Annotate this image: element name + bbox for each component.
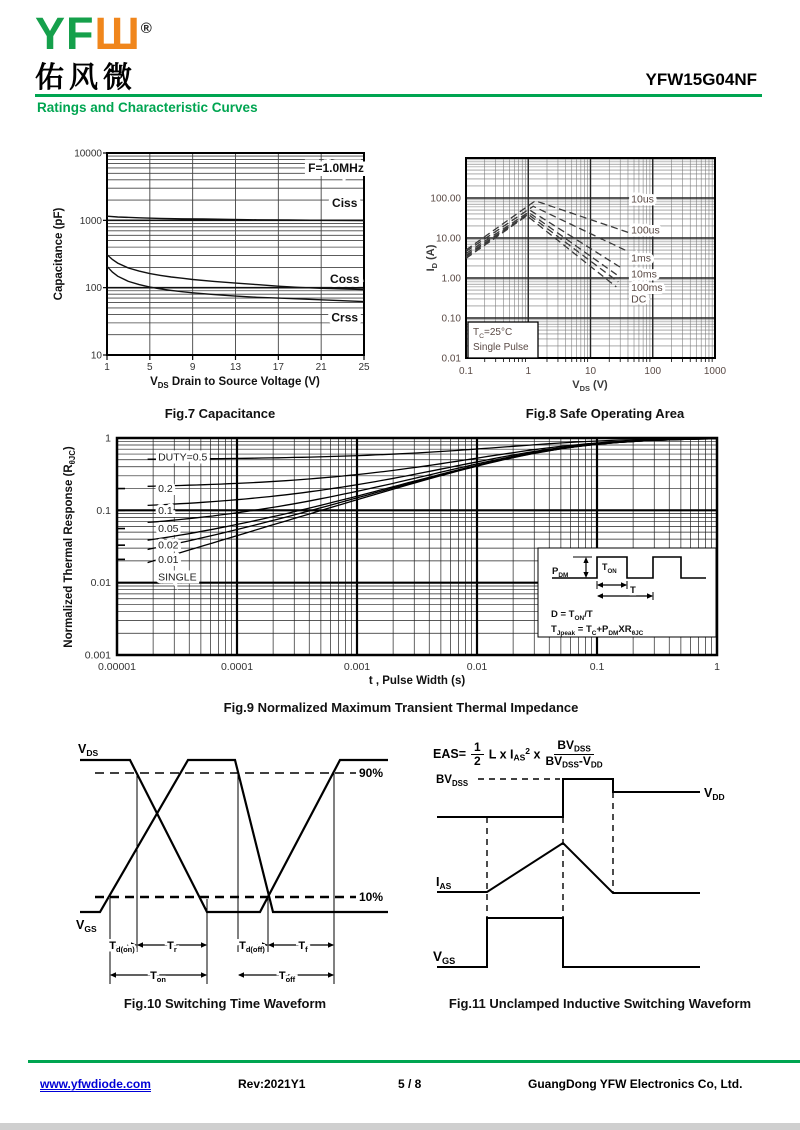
svg-text:100: 100	[85, 283, 102, 295]
logo	[35, 6, 153, 96]
svg-text:10.00: 10.00	[435, 233, 461, 245]
footer-website-link[interactable]: www.yfwdiode.com	[40, 1077, 151, 1091]
svg-text:10ms: 10ms	[631, 268, 657, 281]
fig8-soa-chart	[420, 145, 792, 397]
svg-text:ID (A): $I_D$ (A)	[425, 244, 439, 272]
td-on-label: $T_{d(on)}$	[109, 940, 135, 954]
svg-text:10: 10	[90, 350, 102, 362]
svg-text:0.001: 0.001	[84, 649, 111, 662]
svg-text:5: 5	[147, 362, 153, 373]
fig8-caption: Fig.8 Safe Operating Area	[525, 406, 685, 421]
svg-text:DC: DC	[631, 293, 647, 306]
fig7-caption: Fig.7 Capacitance	[164, 406, 276, 421]
svg-text:1: 1	[714, 661, 720, 673]
svg-text:21: 21	[315, 362, 327, 373]
svg-text:0.01: 0.01	[158, 553, 179, 566]
page-bottom-edge	[0, 1123, 800, 1130]
svg-text:10: 10	[584, 366, 597, 377]
svg-text:9: 9	[189, 362, 196, 373]
tf-label: $T_f$	[298, 940, 308, 954]
eas-bv-fraction: $\frac{\text{BVDSS}}{\text{BVDSS-VDD}}$	[545, 738, 603, 770]
svg-text:0.1: 0.1	[589, 661, 605, 673]
svg-text:0.1: 0.1	[158, 504, 173, 517]
vgs-waveform	[80, 760, 388, 912]
footer-revision: Rev:2021Y1	[238, 1077, 306, 1091]
fig7-grid	[107, 153, 364, 355]
svg-text:100us: 100us	[631, 224, 660, 237]
svg-text:0.01: 0.01	[441, 353, 461, 365]
part-number: YFW15G04NF	[645, 70, 757, 89]
svg-text:25: 25	[358, 362, 370, 373]
svg-text:Ciss: Ciss	[332, 196, 358, 211]
svg-text:0.2: 0.2	[158, 483, 173, 496]
svg-text:TJpeak = TC+PDMXRθJC: $T_{Jpeak} = T_C+P_{DM}XR_{\theta JC}$	[551, 624, 644, 637]
pct90-label: 90%	[359, 766, 384, 780]
svg-text:0.1: 0.1	[459, 366, 473, 377]
svg-text:Capacitance (pF): Capacitance (pF)	[53, 207, 65, 301]
svg-text:1ms: 1ms	[631, 252, 652, 265]
svg-text:Coss: Coss	[330, 271, 360, 286]
svg-text:13: 13	[229, 362, 242, 373]
eas-half-fraction: $\frac{1}{2}$	[471, 741, 484, 767]
footer-divider	[28, 1060, 800, 1063]
svg-text:0.10: 0.10	[441, 313, 461, 325]
svg-text:1.00: 1.00	[441, 273, 461, 285]
svg-text:0.01: 0.01	[90, 577, 111, 590]
logo-chinese-name: 佑风微	[35, 62, 138, 94]
svg-text:SINGLE: SINGLE	[158, 571, 197, 584]
svg-text:1000: 1000	[703, 366, 727, 377]
header-divider	[35, 94, 762, 97]
footer-page-number: 5 / 8	[398, 1077, 422, 1091]
logo-w-glyph: Ш	[94, 8, 141, 59]
svg-text:100.00: 100.00	[430, 193, 461, 205]
toff-label: $T_{off}$	[278, 970, 296, 984]
svg-text:0.02: 0.02	[158, 539, 179, 552]
svg-text:0.05: 0.05	[158, 523, 179, 536]
ias-current-waveform	[437, 843, 700, 893]
eas-lhs: EAS=	[433, 747, 467, 762]
svg-text:10000: 10000	[74, 148, 102, 160]
svg-text:Crss: Crss	[331, 310, 359, 325]
svg-text:1: 1	[105, 432, 111, 445]
logo-yf-text: YF	[35, 8, 95, 59]
fig9-curves	[148, 438, 717, 562]
svg-text:D = TON/T: $D = T_{ON}/T$	[551, 609, 593, 622]
fig9-inset	[538, 548, 716, 637]
svg-text:Normalized Thermal Response (R: Normalized Thermal Response $(R_{\theta JC})$	[63, 446, 77, 648]
svg-text:PDM: $P_{DM}$	[552, 566, 569, 579]
td-off-label: $T_{d(off)}$	[239, 940, 265, 954]
ias-label: $I_{AS}$	[436, 875, 452, 891]
svg-text:0.0001: 0.0001	[220, 661, 254, 673]
fig10-switching-waveform	[50, 735, 400, 990]
footer-company: GuangDong YFW Electronics Co, Ltd.	[528, 1077, 743, 1091]
svg-text:1000: 1000	[79, 215, 102, 227]
svg-text:TC=25°C: $T_C=25^\circ C$	[473, 327, 513, 340]
svg-text:0.001: 0.001	[343, 661, 371, 673]
drain-voltage-waveform	[437, 779, 700, 817]
svg-text:DUTY=0.5: DUTY=0.5	[158, 451, 208, 464]
svg-text:t , Pulse Width (s): t , Pulse Width (s)	[368, 675, 466, 687]
logo-wordmark	[35, 6, 153, 57]
fig11-caption: Fig.11 Unclamped Inductive Switching Waveform	[448, 996, 752, 1011]
svg-text:F=1.0MHz: F=1.0MHz	[308, 161, 364, 175]
bvdss-label: $BV_{DSS}$	[436, 774, 469, 788]
svg-text:T: T	[630, 585, 636, 596]
svg-text:VDS (V): $V_{DS}$ (V)	[572, 379, 608, 393]
svg-text:Single Pulse: Single Pulse	[473, 342, 529, 353]
svg-text:VDS Drain to Source Voltage (V: $V_{DS}$ Drain to Source Voltage (V)	[150, 376, 320, 390]
vgs-pulse-waveform	[437, 918, 700, 967]
vds-label: $V_{DS}$	[78, 742, 99, 758]
vds-waveform	[80, 760, 388, 912]
svg-text:100: 100	[644, 366, 662, 377]
svg-text:1: 1	[525, 366, 532, 377]
tr-label: $T_r$	[167, 940, 177, 954]
svg-text:100ms: 100ms	[631, 281, 663, 294]
svg-text:TON: $T_{ON}$	[602, 562, 617, 575]
svg-text:0.01: 0.01	[466, 661, 488, 673]
page-section-title: Ratings and Characteristic Curves	[37, 100, 258, 115]
registered-mark-icon: ®	[140, 20, 153, 37]
svg-text:0.1: 0.1	[96, 504, 111, 517]
fig11-uis-waveform	[420, 735, 780, 990]
pct10-label: 10%	[359, 890, 384, 904]
svg-text:1: 1	[104, 362, 110, 373]
vgs-label: $V_{GS}$	[76, 918, 97, 934]
eas-mid: L x IAS$^2$ x	[488, 746, 541, 763]
vdd-label: $V_{DD}$	[704, 786, 725, 802]
svg-text:0.00001: 0.00001	[98, 661, 136, 673]
ton-label: $T_{on}$	[150, 970, 166, 984]
fig9-caption: Fig.9 Normalized Maximum Transient Thermal Impedance	[223, 700, 579, 715]
fig9-thermal-chart	[40, 425, 762, 697]
vgs-label: $V_{GS}$	[433, 949, 456, 966]
fig7-capacitance-chart	[40, 145, 400, 397]
svg-text:17: 17	[272, 362, 284, 373]
svg-text:10us: 10us	[631, 193, 654, 206]
fig10-caption: Fig.10 Switching Time Waveform	[123, 996, 327, 1011]
